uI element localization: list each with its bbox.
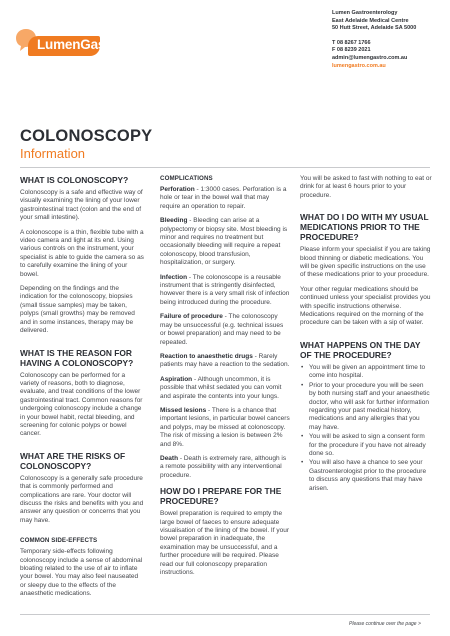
email-link[interactable]: admin@lumengastro.com.au bbox=[332, 54, 408, 61]
paragraph: Depending on the findings and the indication for the colonoscopy, biopsies (small tissue samples) may be taken, polyps (small growths) may be removed and in some instances, therapy may be delivered. bbox=[20, 285, 135, 335]
complication-item: Infection - The colonoscope is a reusable instrument that is stringently disinfected, however there is a very small risk of infection being introduced during the procedure. bbox=[160, 273, 290, 306]
paragraph: Bowel preparation is required to empty the large bowel of faeces to ensure adequate visualisation of the lining of the bowel. If your bowel preparation in inadequate, the examination may be unsuccessful, and a further procedure will be required. Please read our full colonoscopy preparation instructions. bbox=[160, 510, 289, 577]
complication-item: Death - Death is extremely rare, although is a remote possibility with any interventional procedure. bbox=[160, 454, 287, 479]
paragraph: You will be asked to fast with nothing to eat or drink for at least 6 hours prior to your procedure. bbox=[300, 175, 432, 199]
paragraph: Please inform your specialist if you are taking blood thinning or diabetic medications. You will be given specific instructions on the use of these medications prior to your procedure. bbox=[300, 246, 431, 279]
paragraph: Colonoscopy can be performed for a variety of reasons, both to diagnose, evaluate, and treat conditions of the lower gastrointestinal tract. Common reasons for undergoing colonoscopy include a change in your bowel habit, rectal bleeding, and screening for colonic polyps or bowel cancer. bbox=[20, 371, 143, 438]
column-1 bbox=[20, 175, 145, 605]
address: 50 Hutt Street, Adelaide SA 5000 bbox=[332, 25, 417, 32]
heading-what-is: WHAT IS COLONOSCOPY? bbox=[20, 175, 129, 185]
contact-block bbox=[332, 10, 416, 70]
bullet-list bbox=[300, 364, 432, 493]
list-item: • You will also have a chance to see your Gastroenterologist prior to the procedure to discuss any questions that may have arisen. bbox=[300, 459, 432, 493]
paragraph: A colonoscope is a thin, flexible tube with a video camera and light at its end. Using various controls on the instrument, your specialist is able to guide the camera so as to carefully examine the lining of your bowel. bbox=[20, 228, 144, 278]
complication-item: Failure of procedure - The colonoscopy may be unsuccessful (e.g. technical issues or bowel preparation) and may need to be repeated. bbox=[160, 313, 284, 346]
heading-risks: WHAT ARE THE RISKS OF COLONOSCOPY? bbox=[20, 450, 126, 471]
website-link[interactable]: lumengastro.com.au bbox=[332, 62, 386, 69]
heading-prepare: HOW DO I PREPARE FOR THE PROCEDURE? bbox=[160, 486, 282, 507]
fax: F 08 8239 2021 bbox=[332, 47, 371, 54]
phone: T 08 8267 1766 bbox=[332, 39, 371, 46]
complication-item: Bleeding - Bleeding can arise at a polypectomy or biopsy site. Most bleeding is minor and requires no treatment but occasionally bleeding will require a repeat colonoscopy, blood transfusion, hospitalization, or surgery. bbox=[160, 217, 288, 267]
heading-day-of-procedure: WHAT HAPPENS ON THE DAY OF THE PROCEDURE? bbox=[300, 339, 421, 360]
paragraph: Your other regular medications should be continued unless your specialist provides you with specific instructions otherwise. Medications required on the morning of the procedure can be taken with a sip of water. bbox=[300, 285, 431, 327]
divider bbox=[20, 167, 430, 168]
footer-divider bbox=[20, 614, 430, 615]
continue-note: Please continue over the page > bbox=[349, 621, 421, 627]
complication-item: Missed lesions - There is a chance that important lesions, in particular bowel cancers and polyps, may be missed at colonoscopy. The risk of missing a lesion is between 2% and 8%. bbox=[160, 406, 290, 448]
paragraph: Temporary side-effects following colonoscopy include a sense of abdominal bloating related to the use of air to inflate your bowel. You may also feel nauseated or sleepy due to the effects of the anaesthetic medications. bbox=[20, 548, 143, 598]
heading-complications: COMPLICATIONS bbox=[160, 175, 213, 182]
list-item: • Prior to your procedure you will be seen by both nursing staff and your anaesthetic doctor, who will ask for further information regarding your past medical history, medications and any allergies that you may have. bbox=[300, 382, 432, 432]
centre-name: East Adelaide Medical Centre bbox=[332, 17, 409, 24]
column-2 bbox=[160, 175, 290, 583]
list-item: • You will be given an appointment time to come into hospital. bbox=[300, 364, 432, 381]
heading-side-effects: COMMON SIDE-EFFECTS bbox=[20, 537, 98, 545]
list-item: • You will be asked to sign a consent form for the procedure if you have not already done so. bbox=[300, 433, 432, 458]
page-subtitle: Information bbox=[20, 146, 86, 161]
heading-medications: WHAT DO I DO WITH MY USUAL MEDICATIONS PRIOR TO THE PROCEDURE? bbox=[300, 212, 429, 243]
column-3 bbox=[300, 175, 432, 494]
complication-item: Perforation - 1:3000 cases. Perforation is a hole or tear in the bowel wall that may require an operation to repair. bbox=[160, 186, 287, 210]
complication-item: Aspiration - Although uncommon, it is possible that whilst sedated you can vomit and aspirate the contents into your lungs. bbox=[160, 375, 282, 400]
heading-reason: WHAT IS THE REASON FOR HAVING A COLONOSCOPY? bbox=[20, 347, 134, 368]
paragraph: Colonoscopy is a safe and effective way of visually examining the lining of your lower gastrointestinal tract (colon and the end of your small intestine). bbox=[20, 189, 143, 222]
brand-logo: LumenGastro bbox=[37, 37, 123, 52]
complication-item: Reaction to anaesthetic drugs - Rarely patients may have a reaction to the sedation. bbox=[160, 352, 290, 369]
practice-name: Lumen Gastroenterology bbox=[332, 10, 398, 16]
page-title: COLONOSCOPY bbox=[20, 127, 153, 145]
paragraph: Colonoscopy is a generally safe procedure that is commonly performed and complications are rare. Your doctor will discuss the risks and benefits with you and answer any question or concerns that you may have. bbox=[20, 474, 144, 524]
